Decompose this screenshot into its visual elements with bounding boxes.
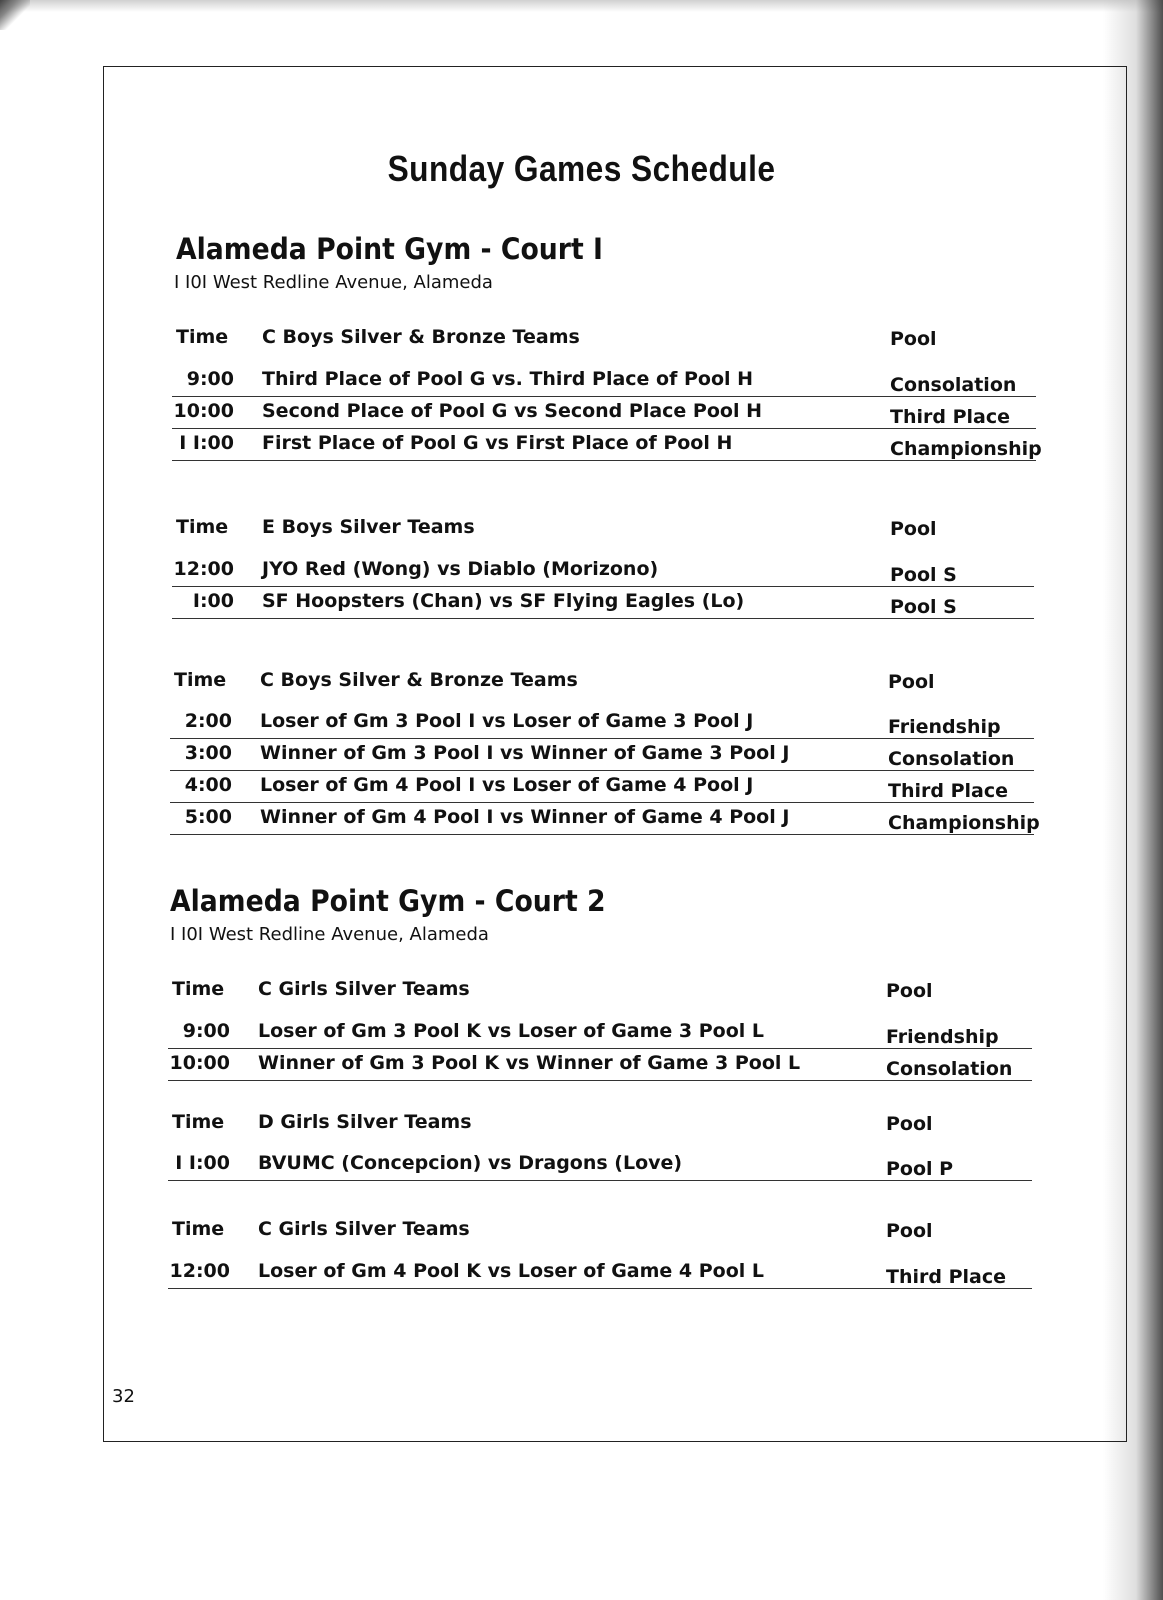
table-row	[172, 364, 1036, 397]
table-row	[172, 396, 1036, 429]
court-2-address: I I0I West Redline Avenue, Alameda	[170, 924, 489, 945]
teams-column-header: D Girls Silver Teams	[258, 1111, 472, 1133]
table-header	[170, 665, 1030, 697]
game-matchup: JYO Red (Wong) vs Diablo (Morizono)	[262, 558, 659, 580]
game-matchup: Third Place of Pool G vs. Third Place of Pool H	[262, 368, 754, 390]
game-pool: Championship	[890, 438, 1042, 460]
game-time: I I:00	[175, 1152, 230, 1174]
table-header	[168, 974, 1030, 1006]
game-time: 4:00	[184, 774, 232, 796]
teams-column-header: C Boys Silver & Bronze Teams	[260, 669, 578, 691]
table-header	[168, 1107, 1030, 1139]
table-row	[168, 1256, 1032, 1289]
teams-column-header: C Girls Silver Teams	[258, 978, 470, 1000]
game-matchup: Second Place of Pool G vs Second Place Pool H	[262, 400, 762, 422]
game-matchup: First Place of Pool G vs First Place of Pool H	[262, 432, 733, 454]
game-time: 10:00	[169, 1052, 230, 1074]
pool-column-header: Pool	[886, 1113, 933, 1135]
time-column-header: Time	[174, 669, 227, 691]
game-matchup: SF Hoopsters (Chan) vs SF Flying Eagles (Lo)	[262, 590, 745, 612]
game-matchup: Winner of Gm 3 Pool K vs Winner of Game 3 Pool L	[258, 1052, 801, 1074]
court-2-heading: Alameda Point Gym - Court 2	[170, 884, 606, 918]
game-matchup: Loser of Gm 3 Pool I vs Loser of Game 3 Pool J	[260, 710, 754, 732]
game-pool: Pool P	[886, 1158, 954, 1180]
table-row	[172, 554, 1034, 587]
game-time: 12:00	[169, 1260, 230, 1282]
game-matchup: Winner of Gm 4 Pool I vs Winner of Game 4 Pool J	[260, 806, 790, 828]
game-matchup: Loser of Gm 4 Pool I vs Loser of Game 4 Pool J	[260, 774, 754, 796]
table-row	[170, 706, 1034, 739]
table-row	[168, 1048, 1032, 1081]
game-time: 2:00	[184, 710, 232, 732]
teams-column-header: C Girls Silver Teams	[258, 1218, 470, 1240]
table-row	[168, 1148, 1032, 1181]
game-pool: Third Place	[890, 406, 1010, 428]
table-row	[170, 770, 1034, 803]
game-matchup: BVUMC (Concepcion) vs Dragons (Love)	[258, 1152, 683, 1174]
scan-shadow-top	[0, 0, 1163, 12]
table-row	[170, 802, 1040, 835]
table-row	[172, 428, 1042, 461]
court-1-address: I I0I West Redline Avenue, Alameda	[174, 272, 493, 293]
table-header	[168, 1214, 1030, 1246]
game-time: I I:00	[179, 432, 234, 454]
game-time: 9:00	[186, 368, 234, 390]
game-pool: Championship	[888, 812, 1040, 834]
pool-column-header: Pool	[886, 980, 933, 1002]
pool-column-header: Pool	[888, 671, 935, 693]
game-time: 3:00	[184, 742, 232, 764]
table-header	[172, 512, 1032, 544]
teams-column-header: E Boys Silver Teams	[262, 516, 475, 538]
game-pool: Pool S	[890, 596, 957, 618]
game-matchup: Loser of Gm 3 Pool K vs Loser of Game 3 Pool L	[258, 1020, 765, 1042]
game-pool: Friendship	[886, 1026, 999, 1048]
game-pool: Pool S	[890, 564, 957, 586]
game-time: 10:00	[173, 400, 234, 422]
game-matchup: Loser of Gm 4 Pool K vs Loser of Game 4 Pool L	[258, 1260, 765, 1282]
game-pool: Consolation	[890, 374, 1017, 396]
table-row	[168, 1016, 1032, 1049]
page-title: Sunday Games Schedule	[387, 148, 776, 189]
time-column-header: Time	[172, 1218, 225, 1240]
game-time: 9:00	[182, 1020, 230, 1042]
page-corner-curl	[0, 0, 30, 30]
page-number: 32	[112, 1386, 135, 1407]
game-time: 12:00	[173, 558, 234, 580]
game-time: 5:00	[184, 806, 232, 828]
game-pool: Consolation	[888, 748, 1015, 770]
pool-column-header: Pool	[886, 1220, 933, 1242]
game-pool: Third Place	[888, 780, 1008, 802]
time-column-header: Time	[176, 326, 229, 348]
pool-column-header: Pool	[890, 518, 937, 540]
game-time: I:00	[192, 590, 234, 612]
table-row	[172, 586, 1034, 619]
teams-column-header: C Boys Silver & Bronze Teams	[262, 326, 580, 348]
table-row	[170, 738, 1034, 771]
game-pool: Third Place	[886, 1266, 1006, 1288]
game-pool: Consolation	[886, 1058, 1013, 1080]
pool-column-header: Pool	[890, 328, 937, 350]
game-pool: Friendship	[888, 716, 1001, 738]
time-column-header: Time	[172, 978, 225, 1000]
court-1-heading: Alameda Point Gym - Court I	[176, 232, 603, 266]
time-column-header: Time	[172, 1111, 225, 1133]
table-header	[172, 322, 1032, 354]
game-matchup: Winner of Gm 3 Pool I vs Winner of Game 3 Pool J	[260, 742, 790, 764]
time-column-header: Time	[176, 516, 229, 538]
